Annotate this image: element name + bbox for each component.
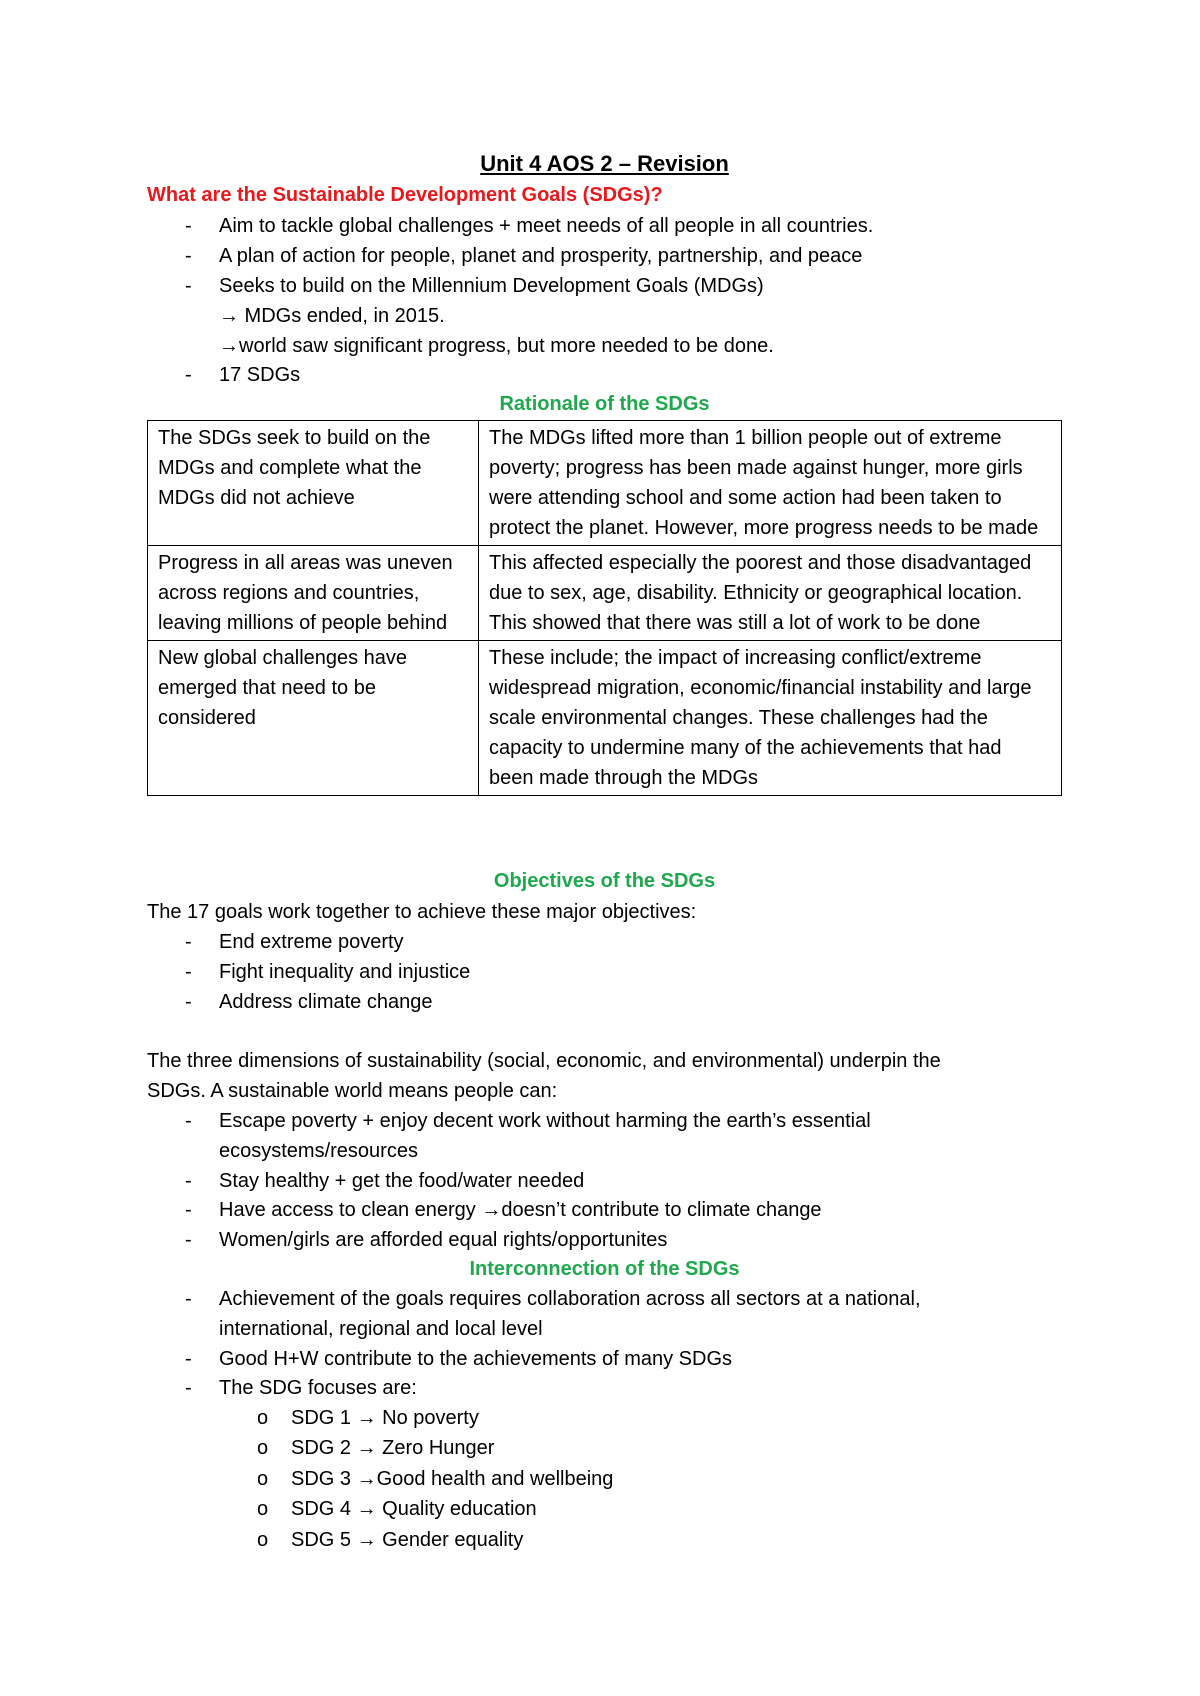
table-row: [148, 421, 1062, 546]
sub-list-item-text: SDG 4 → Quality education: [291, 1498, 537, 1520]
dash-bullet: -: [185, 1170, 192, 1192]
dash-bullet: -: [185, 1348, 192, 1370]
rationale-heading: Rationale of the SDGs: [499, 393, 710, 415]
dash-bullet: -: [185, 1110, 192, 1132]
dash-bullet: -: [185, 245, 192, 267]
arrow-note-text: →world saw significant progress, but more needed to be done.: [219, 335, 774, 357]
list-item-text: ecosystems/resources: [219, 1140, 418, 1162]
table-cell-reason: The SDGs seek to build on the MDGs and complete what the MDGs did not achieve: [148, 421, 479, 546]
document-title: Unit 4 AOS 2 – Revision: [480, 151, 729, 176]
table-row: [148, 641, 1062, 796]
objectives-heading: Objectives of the SDGs: [493, 870, 716, 892]
sdg-heading: What are the Sustainable Development Goals (SDGs)?: [147, 184, 663, 206]
sub-list-item-text: SDG 2 → Zero Hunger: [291, 1437, 495, 1459]
dash-bullet: -: [185, 991, 192, 1013]
list-item-text: Aim to tackle global challenges + meet needs of all people in all countries.: [219, 215, 874, 237]
dash-bullet: -: [185, 1229, 192, 1251]
list-item-text: The SDG focuses are:: [219, 1377, 417, 1399]
list-item-text: End extreme poverty: [219, 931, 404, 953]
objectives-intro: The 17 goals work together to achieve these major objectives:: [147, 901, 697, 923]
rationale-table: [147, 420, 1062, 796]
list-item-text: A plan of action for people, planet and prosperity, partnership, and peace: [219, 245, 863, 267]
circle-bullet: o: [257, 1437, 269, 1459]
table-cell-detail: The MDGs lifted more than 1 billion people out of extreme poverty; progress has been made against hunger, more girls were attending school and some action had been taken to protect the planet. However, more progress needs to be made: [479, 421, 1062, 546]
dash-bullet: -: [185, 275, 192, 297]
list-item-text: international, regional and local level: [219, 1318, 543, 1340]
sub-list-item-text: SDG 5 → Gender equality: [291, 1529, 524, 1551]
list-item-text: Have access to clean energy →doesn’t contribute to climate change: [219, 1199, 822, 1221]
list-item-text: Address climate change: [219, 991, 433, 1013]
table-cell-reason: Progress in all areas was uneven across regions and countries, leaving millions of people behind: [148, 546, 479, 641]
list-item-text: Good H+W contribute to the achievements of many SDGs: [219, 1348, 733, 1370]
list-item-text: Achievement of the goals requires collaboration across all sectors at a national,: [219, 1288, 921, 1310]
list-item-text: Seeks to build on the Millennium Development Goals (MDGs): [219, 275, 764, 297]
table-cell-reason: New global challenges have emerged that need to be considered: [148, 641, 479, 796]
dash-bullet: -: [185, 215, 192, 237]
list-item-text: Fight inequality and injustice: [219, 961, 471, 983]
table-row: [148, 546, 1062, 641]
arrow-note-text: → MDGs ended, in 2015.: [219, 305, 445, 327]
list-item-text: 17 SDGs: [219, 364, 301, 386]
sub-list-item-text: SDG 3 →Good health and wellbeing: [291, 1468, 614, 1490]
sub-list-item-text: SDG 1 → No poverty: [291, 1407, 479, 1429]
dash-bullet: -: [185, 1288, 192, 1310]
circle-bullet: o: [257, 1468, 269, 1490]
table-cell-detail: This affected especially the poorest and those disadvantaged due to sex, age, disability. Ethnicity or geographical location. This showed that there was still a lot of work to be done: [479, 546, 1062, 641]
circle-bullet: o: [257, 1407, 269, 1429]
list-item-text: Escape poverty + enjoy decent work without harming the earth’s essential: [219, 1110, 871, 1132]
dash-bullet: -: [185, 364, 192, 386]
list-item-text: Stay healthy + get the food/water needed: [219, 1170, 585, 1192]
list-item-text: Women/girls are afforded equal rights/opportunites: [219, 1229, 668, 1251]
dimensions-paragraph: The three dimensions of sustainability (social, economic, and environmental) underpin the: [147, 1050, 941, 1072]
interconnection-heading: Interconnection of the SDGs: [469, 1258, 740, 1280]
table-cell-detail: These include; the impact of increasing conflict/extreme widespread migration, economic/financial instability and large scale environmental changes. These challenges had the capacity to undermine many of the achievements that had been made through the MDGs: [479, 641, 1062, 796]
dash-bullet: -: [185, 961, 192, 983]
circle-bullet: o: [257, 1498, 269, 1520]
dimensions-paragraph: SDGs. A sustainable world means people can:: [147, 1080, 558, 1102]
dash-bullet: -: [185, 1377, 192, 1399]
dash-bullet: -: [185, 1199, 192, 1221]
circle-bullet: o: [257, 1529, 269, 1551]
dash-bullet: -: [185, 931, 192, 953]
